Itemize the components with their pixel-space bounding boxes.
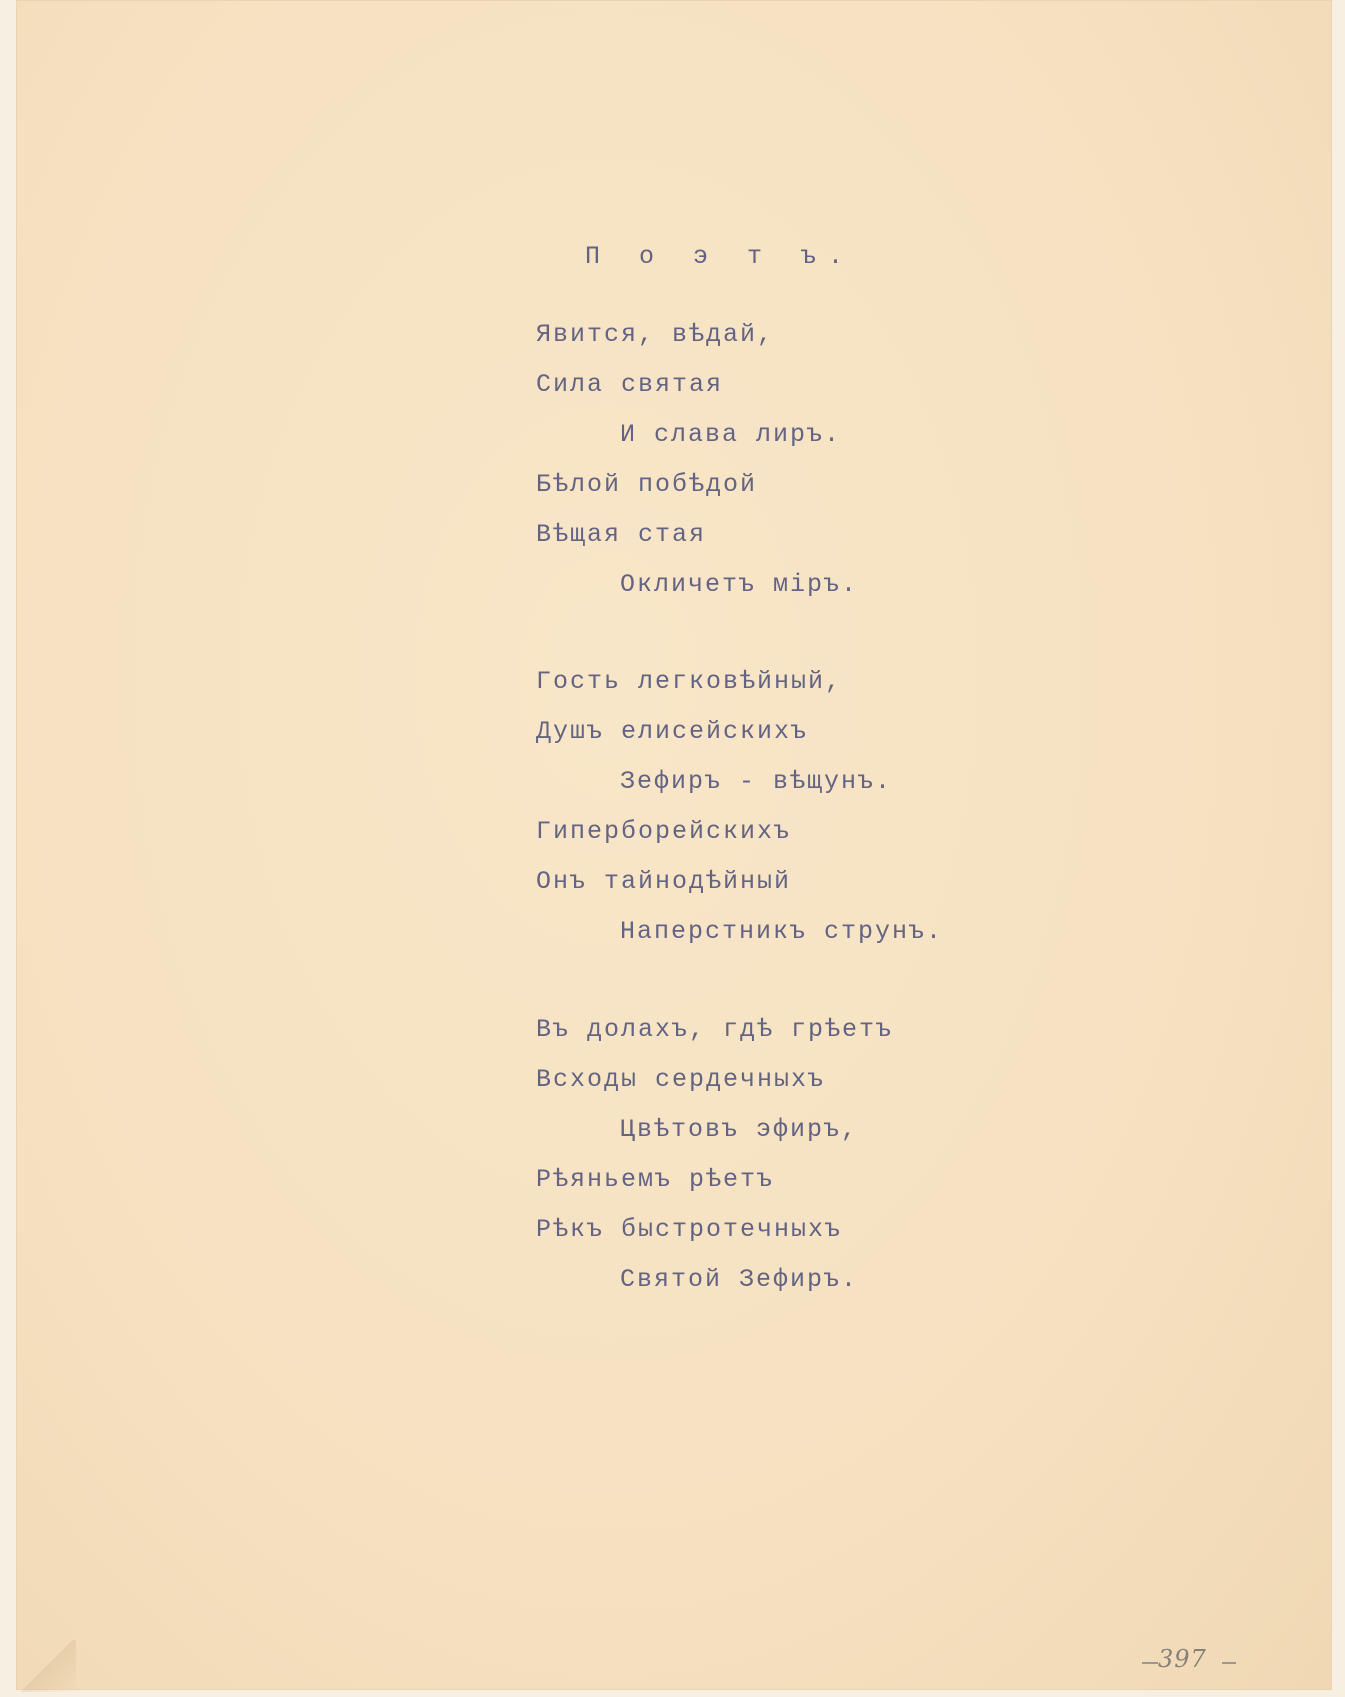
poem-line: Окличетъ міръ. <box>620 570 859 599</box>
page-number: 397 <box>1158 1645 1207 1673</box>
poem-line: Гость легковѣйный, <box>536 667 843 696</box>
poem-line: Святой Зефиръ. <box>620 1265 859 1294</box>
poem-line: Бѣлой побѣдой <box>536 470 758 499</box>
poem-line: Явится, вѣдай, <box>536 320 775 349</box>
poem-line: И слава лиръ. <box>620 420 842 449</box>
poem-line: Цвѣтовъ эфиръ, <box>620 1115 859 1144</box>
poem-line: Душъ елисейскихъ <box>536 717 809 746</box>
poem-line: Рѣяньемъ рѣетъ <box>536 1165 775 1194</box>
page-number-dash <box>1142 1662 1158 1664</box>
poem-line: Наперстникъ струнъ. <box>620 917 944 946</box>
page-number-dash <box>1222 1662 1236 1664</box>
poem-line: Гиперборейскихъ <box>536 817 792 846</box>
poem-line: Всходы сердечныхъ <box>536 1065 826 1094</box>
poem-title: П о э т ъ. <box>585 242 856 271</box>
poem-line: Онъ тайнодѣйный <box>536 867 792 896</box>
poem-line: Вѣщая стая <box>536 520 707 549</box>
poem-line: Рѣкъ быстротечныхъ <box>536 1215 843 1244</box>
poem-line: Сила святая <box>536 370 724 399</box>
paper-fold <box>16 1640 76 1692</box>
poem-line: Зефиръ - вѣщунъ. <box>620 767 893 796</box>
poem-line: Въ долахъ, гдѣ грѣетъ <box>536 1015 894 1044</box>
